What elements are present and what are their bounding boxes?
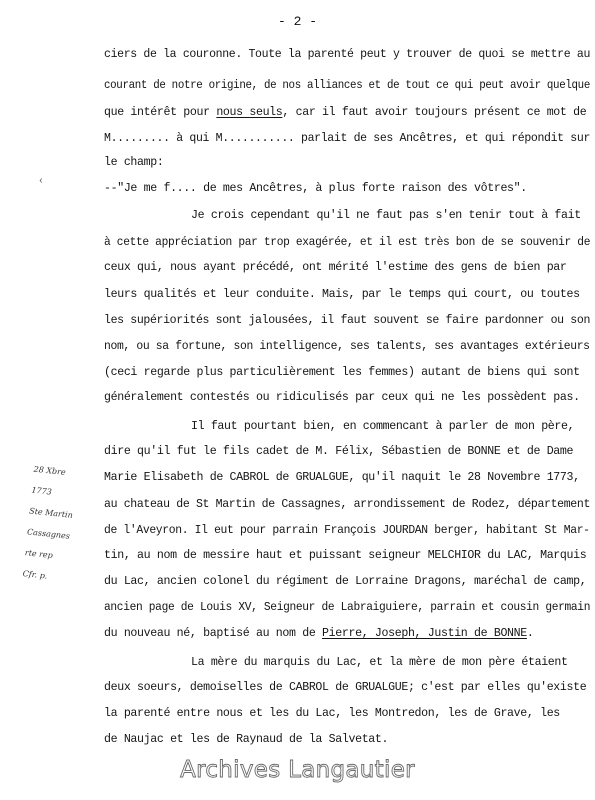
text-line: le champ:	[104, 156, 164, 169]
text-line: (ceci regarde plus particulièrement les femmes) autant de biens qui sont	[104, 366, 580, 379]
text-line: M......... à qui M........... parlait de ses Ancêtres, et qui répondit sur	[104, 132, 591, 145]
text-line: La mère du marquis du Lac, et la mère de mon père étaient	[191, 656, 568, 669]
text-line: ancien page de Louis XV, Seigneur de Labraiguiere, parrain et cousin germain	[104, 601, 591, 614]
underlined-text: nous seuls	[216, 106, 283, 119]
text-line: du nouveau né, baptisé au nom de Pierre, Joseph, Justin de BONNE.	[104, 627, 534, 640]
text-line: tin, au nom de messire haut et puissant seigneur MELCHIOR du LAC, Marquis	[104, 549, 587, 562]
text-line: de l'Aveyron. Il eut pour parrain François JOURDAN berger, habitant St Mar-	[104, 524, 590, 537]
text-line: du Lac, ancien colonel du régiment de Lorraine Dragons, maréchal de camp,	[104, 575, 587, 588]
watermark: Archives Langautier	[180, 757, 415, 783]
text-line: généralement contestés ou ridiculisés par ceux qui ne les possèdent pas.	[104, 391, 580, 404]
text-line: au chateau de St Martin de Cassagnes, arrondissement de Rodez, département	[104, 498, 591, 511]
text-line: nom, ou sa fortune, son intelligence, ses talents, ses avantages extérieurs	[104, 340, 590, 353]
text-line: leurs qualités et leur conduite. Mais, par le temps qui court, ou toutes	[104, 288, 580, 301]
text-line: la parenté entre nous et les du Lac, les Montredon, les de Grave, les	[104, 707, 560, 720]
text-line: Marie Elisabeth de CABROL de GRUALGUE, qu'il naquit le 28 Novembre 1773,	[104, 471, 580, 484]
margin-mark: ‹	[38, 176, 45, 187]
text-line: dire qu'il fut le fils cadet de M. Félix, Sébastien de BONNE et de Dame	[104, 445, 574, 458]
text-line: de Naujac et les de Raynaud de la Salvetat.	[104, 733, 389, 746]
handwritten-margin-note: 28 Xbre 1773 Ste Martin Cassagnes rte rep Cfr. p.	[22, 464, 74, 581]
text-line: Je crois cependant qu'il ne faut pas s'en tenir tout à fait	[191, 209, 581, 222]
text-line: --"Je me f.... de mes Ancêtres, à plus forte raison des vôtres".	[104, 182, 527, 195]
text-line: que intérêt pour nous seuls, car il faut avoir toujours présent ce mot de	[104, 106, 587, 119]
text-line: les supériorités sont jalousées, il faut souvent se faire pardonner ou son	[104, 314, 591, 327]
text-line: courant de notre origine, de nos alliances et de tout ce qui peut avoir quelque	[104, 79, 590, 92]
page-number: - 2 -	[277, 14, 317, 29]
text-line: deux soeurs, demoiselles de CABROL de GRUALGUE; c'est par elles qu'existe	[104, 681, 587, 694]
text-line: ciers de la couronne. Toute la parenté peut y trouver de quoi se mettre au	[104, 48, 591, 61]
underlined-text: Pierre, Joseph, Justin de BONNE	[322, 627, 527, 640]
text-line: Il faut pourtant bien, en commencant à parler de mon père,	[191, 420, 575, 433]
text-line: ceux qui, nous ayant précédé, ont mérité l'estime des gens de bien par	[104, 261, 567, 274]
text-line: à cette appréciation par trop exagérée, et il est très bon de se souvenir de	[104, 236, 591, 249]
